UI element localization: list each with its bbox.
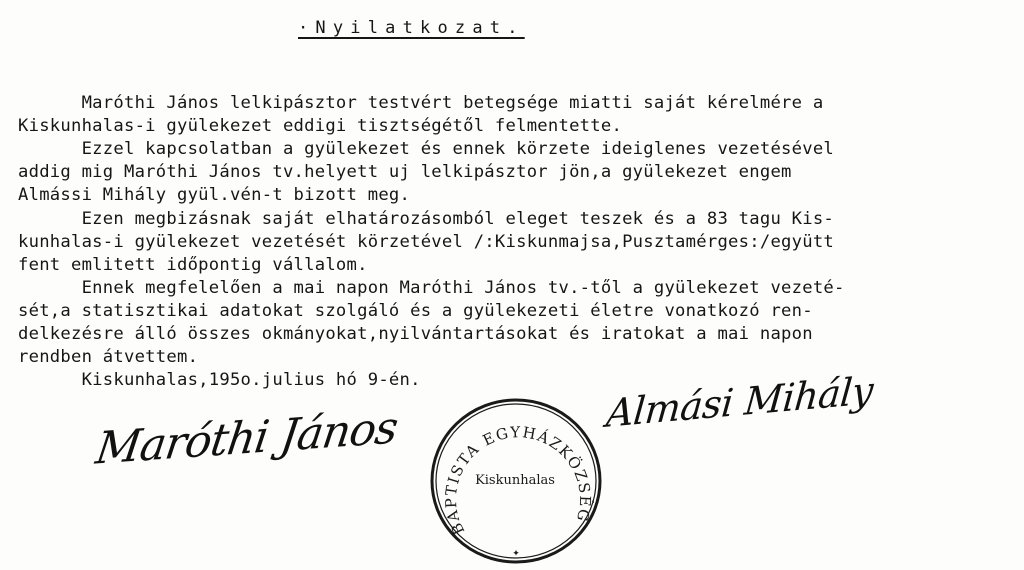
body-line: Maróthi János lelkipásztor testvért betegsége miatti saját kérelmére a bbox=[18, 93, 824, 113]
body-line: fent emlitett időpontig vállalom. bbox=[18, 255, 368, 275]
body-line: Ennek megfelelően a mai napon Maróthi János tv.-től a gyülekezet vezeté- bbox=[18, 278, 845, 298]
stamp-center-text: Kiskunhalas bbox=[475, 473, 555, 488]
body-line: kunhalas-i gyülekezet vezetését körzetével /:Kiskunmajsa,Pusztamérges:/együtt bbox=[18, 232, 835, 252]
body-line: Almássi Mihály gyül.vén-t bizott meg. bbox=[18, 185, 411, 205]
document-title: ·Nyilatkozat. bbox=[298, 18, 525, 38]
stamp-ring-text: BAPTISTA EGYHÁZKÖZSÉG bbox=[441, 423, 595, 538]
body-line: Ezzel kapcsolatban a gyülekezet és ennek körzete ideiglenes vezetésével bbox=[18, 139, 835, 159]
stamp-star-icon: ✦ bbox=[512, 549, 520, 559]
body-line: delkezésre álló összes okmányokat,nyilvántartásokat és iratokat a mai napon bbox=[18, 324, 813, 344]
body-line: addig mig Maróthi János tv.helyett uj lelkipásztor jön,a gyülekezet engem bbox=[18, 162, 792, 182]
signature-maroti: Maróthi János bbox=[92, 402, 401, 475]
body-line: Ezen megbizásnak saját elhatározásomból eleget teszek és a 83 tagu Kis- bbox=[18, 209, 835, 229]
date-line: Kiskunhalas,195o.julius hó 9-én. bbox=[18, 370, 421, 390]
body-line: rendben átvettem. bbox=[18, 347, 199, 367]
body-line: Kiskunhalas-i gyülekezet eddigi tisztségétől felmentette. bbox=[18, 116, 623, 136]
body-line: sét,a statisztikai adatokat szolgáló és a gyülekezeti életre vonatkozó ren- bbox=[18, 301, 813, 321]
signature-almasi: Almási Mihály bbox=[604, 368, 875, 436]
church-stamp bbox=[428, 396, 604, 566]
